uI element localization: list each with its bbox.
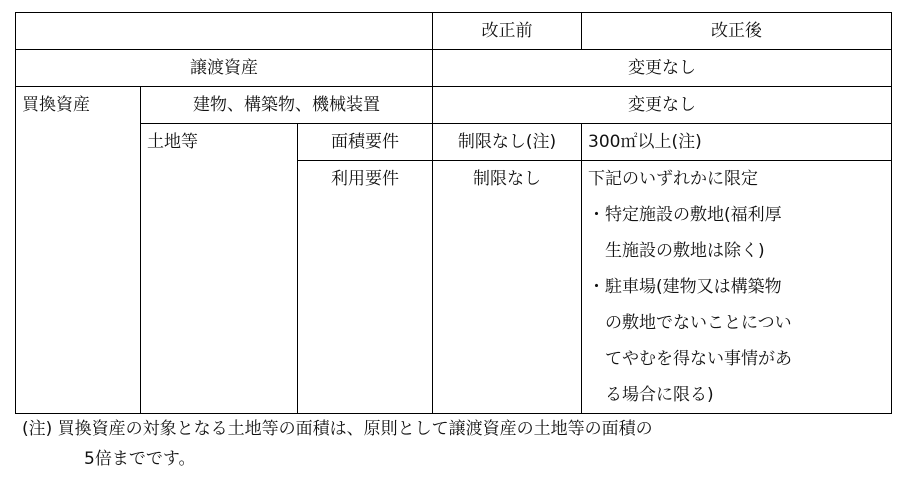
- footnote-line1: (注) 買換資産の対象となる土地等の面積は、原則として譲渡資産の土地等の面積の: [22, 419, 653, 439]
- header-after: 改正後: [582, 13, 892, 50]
- area-requirement-before: 制限なし(注): [433, 124, 582, 161]
- usage-requirement-label: 利用要件: [298, 161, 433, 414]
- usage-after-item2-line3: てやむを得ない事情があ: [605, 349, 793, 369]
- header-row: [16, 13, 892, 50]
- usage-after-lead: 下記のいずれかに限定: [588, 169, 759, 189]
- building-value: 変更なし: [433, 87, 892, 124]
- usage-after-item1-line2: 生施設の敷地は除く): [605, 241, 765, 261]
- replacement-asset-label: 買換資産: [16, 87, 141, 414]
- building-label: 建物、構築物、機械装置: [141, 87, 433, 124]
- area-requirement-label: 面積要件: [298, 124, 433, 161]
- area-requirement-after: 300㎡以上(注): [582, 124, 892, 161]
- transfer-asset-label: 譲渡資産: [16, 50, 433, 87]
- usage-after-item2-line2: の敷地でないことについ: [605, 313, 792, 333]
- transfer-asset-value: 変更なし: [433, 50, 892, 87]
- land-label: 土地等: [141, 124, 298, 414]
- header-before: 改正前: [433, 13, 582, 50]
- building-row: [16, 87, 892, 124]
- usage-after-item2-line1: ・駐車場(建物又は構築物: [588, 277, 782, 297]
- footnote: [22, 414, 892, 474]
- usage-requirement-before: 制限なし: [433, 161, 582, 414]
- usage-after-item1-line1: ・特定施設の敷地(福利厚: [588, 205, 782, 225]
- header-blank-cell: [16, 13, 433, 50]
- footnote-line2: 5倍までです。: [84, 449, 196, 469]
- comparison-table: [15, 12, 892, 414]
- usage-requirement-after: [582, 161, 892, 414]
- transfer-asset-row: [16, 50, 892, 87]
- usage-after-item2-line4: る場合に限る): [605, 385, 714, 405]
- area-requirement-row: [16, 124, 892, 161]
